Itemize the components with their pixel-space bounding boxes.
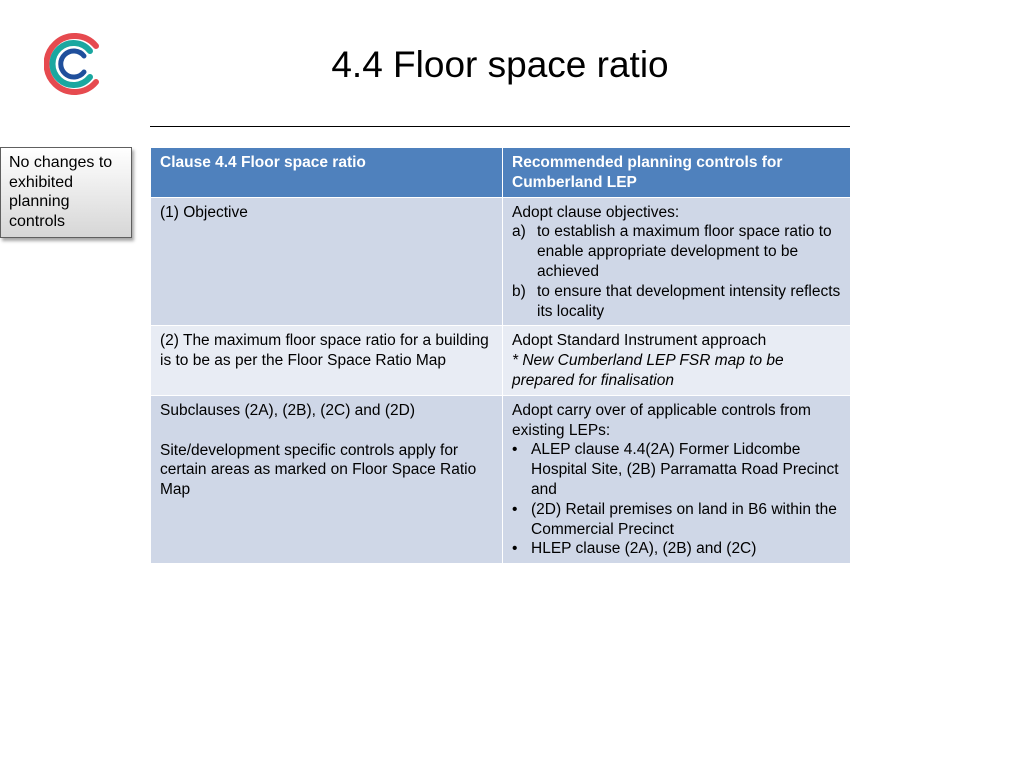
clause-text: (1) Objective bbox=[160, 203, 248, 221]
list-item bbox=[512, 440, 842, 499]
list-item bbox=[512, 282, 842, 322]
objectives-list bbox=[512, 222, 842, 321]
table-row bbox=[151, 395, 851, 563]
control-intro: Adopt Standard Instrument approach bbox=[512, 332, 767, 350]
clause-text: Subclauses (2A), (2B), (2C) and (2D) bbox=[160, 401, 415, 419]
list-item-text: (2D) Retail premises on land in B6 within the Commercial Precinct bbox=[531, 500, 837, 538]
list-marker: a) bbox=[512, 223, 526, 241]
list-item bbox=[512, 500, 842, 540]
clause-cell bbox=[151, 395, 503, 563]
table-row bbox=[151, 326, 851, 395]
title-divider bbox=[150, 126, 850, 127]
clause-text: (2) The maximum floor space ratio for a building is to be as per the Floor Space Ratio Map bbox=[160, 332, 489, 370]
floor-space-ratio-table bbox=[150, 147, 851, 564]
list-marker: b) bbox=[512, 282, 526, 300]
bullet-marker: • bbox=[512, 540, 518, 558]
control-cell bbox=[503, 395, 851, 563]
control-intro: Adopt clause objectives: bbox=[512, 203, 680, 221]
council-logo-icon bbox=[44, 32, 104, 96]
header-recommended-controls: Recommended planning controls for Cumberland LEP bbox=[503, 148, 851, 198]
list-item bbox=[512, 222, 842, 281]
control-cell bbox=[503, 326, 851, 395]
control-note: * New Cumberland LEP FSR map to be prepared for finalisation bbox=[512, 352, 784, 389]
bullet-list bbox=[512, 440, 842, 559]
control-cell bbox=[503, 197, 851, 326]
table-header-row bbox=[151, 148, 851, 198]
no-changes-note: No changes to exhibited planning controls bbox=[0, 147, 132, 238]
bullet-marker: • bbox=[512, 500, 518, 518]
list-item-text: ALEP clause 4.4(2A) Former Lidcombe Hospital Site, (2B) Parramatta Road Precinct and bbox=[531, 441, 839, 498]
table-row bbox=[151, 197, 851, 326]
slide-title: 4.4 Floor space ratio bbox=[331, 44, 669, 85]
control-intro: Adopt carry over of applicable controls from existing LEPs: bbox=[512, 401, 811, 439]
clause-cell bbox=[151, 326, 503, 395]
list-item-text: to ensure that development intensity reflects its locality bbox=[537, 282, 841, 320]
list-item bbox=[512, 539, 842, 559]
spacer bbox=[160, 421, 494, 441]
bullet-marker: • bbox=[512, 441, 518, 459]
clause-cell bbox=[151, 197, 503, 326]
list-item-text: HLEP clause (2A), (2B) and (2C) bbox=[531, 540, 757, 558]
list-item-text: to establish a maximum floor space ratio to enable appropriate development to be achieved bbox=[537, 223, 832, 280]
header-clause: Clause 4.4 Floor space ratio bbox=[151, 148, 503, 198]
clause-extra-text: Site/development specific controls apply for certain areas as marked on Floor Space Ratio Map bbox=[160, 441, 477, 499]
